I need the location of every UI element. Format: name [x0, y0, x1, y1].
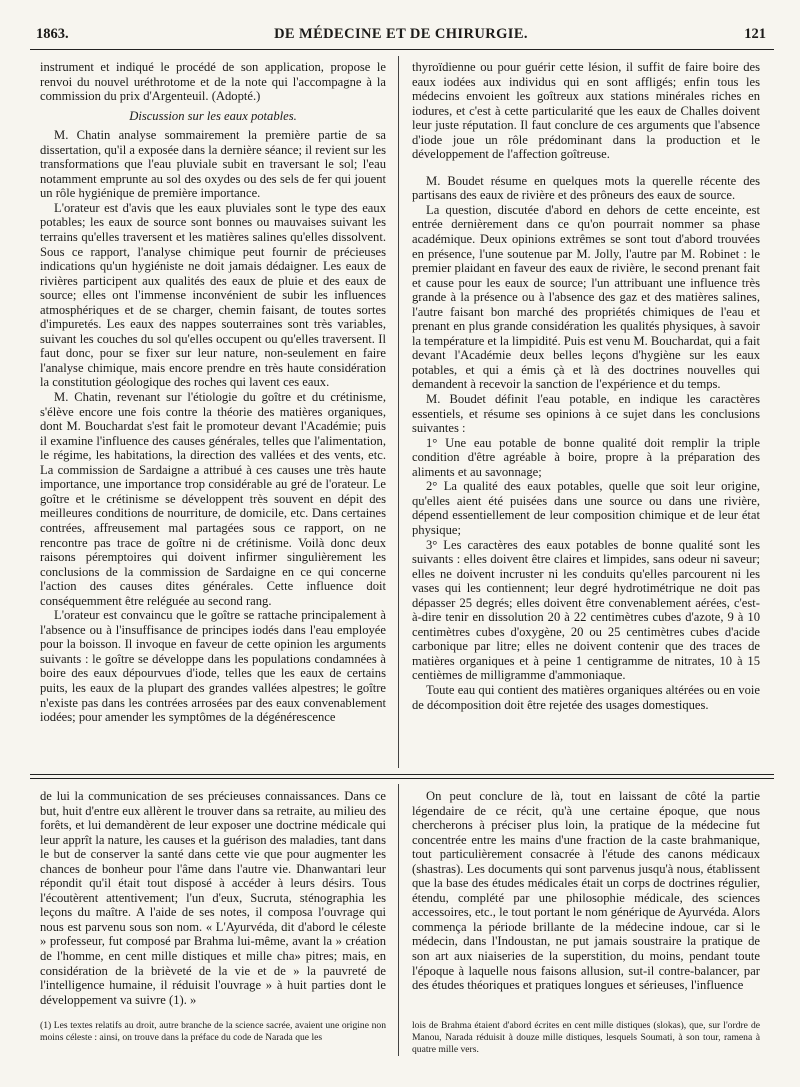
- paragraph: M. Chatin analyse sommairement la première partie de sa dissertation, qu'il a exposée dans la dernière séance; il revient sur les transformations que l'eau pluviale subit en traversant le sol; l'eau notamment emprunte au sol des oxydes ou des sels de fer qui jouent un rôle hygiénique de première importance.: [40, 128, 386, 201]
- paragraph: L'orateur est d'avis que les eaux pluviales sont le type des eaux potables; les eaux de source sont bonnes ou mauvaises suivant les terrains qu'elles traversent et les matières salines qu'elles dissolvent. Sous ce rapport, l'analyse chimique peut fournir de précieuses indications qu'un hygiéniste ne doit jamais dédaigner. Les eaux de rivières participent aux qualités des eaux de pluie et des eaux de source; elles ont l'immense inconvénient de subir les influences atmosphériques et de se charger, chemin faisant, de toutes sortes d'impuretés. Les eaux des nappes souterraines sont très variables, suivant les couches du sol qu'elles occupent ou qu'elles traversent. Il faut donc, pour se fixer sur leur nature, non-seulement en faire l'analyse chimique, mais encore prendre en très haute considération la constitution géologique des roches qui lavent ces eaux.: [40, 200, 386, 390]
- column-divider-top: [398, 56, 399, 768]
- paragraph: 3° Les caractères des eaux potables de bonne qualité sont les suivants : elles doivent être claires et limpides, sans odeur ni saveur; elles ne doivent incruster ni les conduits qu'elles parcourent ni les vases qui les contiennent; leur degré hydrotimétrique ne doit pas dépasser 25 degrés; elles doivent être convenablement aérées, c'est-à-dire tenir en dissolution 20 à 22 centimètres cubes d'azote, 9 à 10 centimètres cubes d'oxygène, 20 ou 25 centimètres cubes d'acide carbonique par litre; elles ne doivent contenir que des traces de matières organiques et à peine 1 centigramme de nitrates, 10 à 15 centièmes de milligramme d'ammoniaque.: [412, 537, 760, 683]
- footnote-left: (1) Les textes relatifs au droit, autre branche de la science sacrée, avaient une origine non moins céleste : ainsi, on trouve dans la préface du code de Narada que les: [40, 1020, 386, 1043]
- bottom-right-column: [412, 789, 760, 993]
- paragraph: thyroïdienne ou pour guérir cette lésion, il suffit de faire boire des eaux iodées aux individus qui en sont affligés; enfin tous les médecins envoient les goîtreux aux stations minérales riches en iodures, et c'est à cette particularité que les eaux de Challes doivent leur juste réputation. Il faut conclure de ces arguments que l'absence d'iode joue un rôle prédominant dans la production et le développement de l'affection goîtreuse.: [412, 60, 760, 162]
- paragraph: de lui la communication de ses précieuses connaissances. Dans ce but, huit d'entre eux allèrent le trouver dans sa retraite, au milieu des forêts, et lui demandèrent de leur exposer une doctrine médicale qui leur apprît la nature, les causes et la guérison des maladies, tant dans le but de conserver la santé dans cette vie que pour augmenter les chances de bonheur pour l'âme dans l'autre vie. Dhanwantari leur répondit qu'il était tout disposé à accéder à leurs désirs. Tous l'écoutèrent attentivement; l'un d'eux, Sucruta, sténographia les leçons du maître. A l'aide de ses notes, il composa l'ouvrage qui nous est parvenu sous son nom. « L'Ayurvéda, dit d'abord le céleste » professeur, fut composé par Brahma lui-même, avant la » création de l'homme, en cent mille distiques et mille cha» pitres; mais, en considération de la brièveté de la vie et de » la pauvreté de l'intelligence humaine, il réduisit l'ouvrage » à huit parties dont le développement va suivre (1). »: [40, 789, 386, 1007]
- top-left-column: [40, 60, 386, 725]
- paragraph: M. Boudet résume en quelques mots la querelle récente des partisans des eaux de rivière et des prôneurs des eaux de source.: [412, 173, 760, 203]
- bottom-left-column: [40, 789, 386, 1007]
- paragraph: La question, discutée d'abord en dehors de cette enceinte, est entrée dernièrement dans ce qu'on pourrait nommer sa phase académique. Deux opinions extrêmes se sont tout d'abord trouvées en présence, l'une soutenue par M. Jolly, l'autre par M. Robinet : le premier plaidant en faveur des eaux de rivière, le second prenant fait et cause pour les eaux de source; l'un attribuant une influence très grande à la présence ou à l'absence des gaz et des matières salines, l'autre faisant bon marché des propriétés chimiques de l'eau et prenant en plus grande considération les qualités physiques, à savoir la température et la limpidité. Puis est venu M. Bouchardat, qui a fait devant l'Académie deux belles leçons d'hygiène sur les eaux potables, et qui a émis çà et là des doctrines nouvelles qui demandent à recevoir la sanction de l'expérience et du temps.: [412, 202, 760, 392]
- section-rule-upper: [30, 774, 774, 775]
- header-title: DE MÉDECINE ET DE CHIRURGIE.: [274, 26, 528, 42]
- section-rule-lower: [30, 778, 774, 779]
- paragraph: Toute eau qui contient des matières organiques altérées ou en voie de décomposition doit être rejetée des usages domestiques.: [412, 682, 760, 712]
- paragraph: instrument et indiqué le procédé de son application, propose le renvoi du nouvel uréthrotome et de la note qui l'accompagne à la commission du prix d'Argenteuil. (Adopté.): [40, 60, 386, 104]
- paragraph: M. Chatin, revenant sur l'étiologie du goître et du crétinisme, s'élève encore une fois contre la théorie des matières organiques, dont M. Bouchardat s'est fait le promoteur devant l'Académie; puis il examine l'influence des causes générales, telles que l'alimentation, le régime, les habitations, la direction des vallées et des vents, etc. La commission de Sardaigne a attribué à ces causes une très haute importance, une importance trop considérable au gré de l'orateur. Le goître et le crétinisme se développent très souvent en dépit des meilleures conditions de nourriture, de domicile, etc. Dans certaines contrées, affreusement mal partagées sous ce rapport, on ne rencontre pas trace de goître ni de crétinisme. Voilà donc deux raisons péremptoires qui doivent infirmer singulièrement les conclusions de la commission de Sardaigne en ce qui concerne l'action des causes dites générales. Cette influence doit conséquemment être reléguée au second rang.: [40, 390, 386, 608]
- top-right-column: [412, 60, 760, 712]
- paragraph: M. Boudet définit l'eau potable, en indique les caractères essentiels, et résume ses opinions à ce sujet dans les conclusions suivantes :: [412, 392, 760, 436]
- footnote-right: lois de Brahma étaient d'abord écrites en cent mille distiques (slokas), que, sur l'ordre de Manou, Narada réduisit à douze mille distiques, lesquels Soumati, à son tour, ramena à quatre mille vers.: [412, 1020, 760, 1055]
- page-number: 121: [744, 26, 766, 42]
- paragraph: 2° La qualité des eaux potables, quelle que soit leur origine, qu'elles aient été puisées dans une source ou dans une rivière, dépend essentiellement de leur composition chimique et de leur état physique;: [412, 479, 760, 537]
- paragraph: 1° Une eau potable de bonne qualité doit remplir la triple condition d'être agréable à boire, propre à la préparation des aliments et au savonnage;: [412, 435, 760, 479]
- header-year: 1863.: [36, 26, 69, 42]
- column-divider-bottom: [398, 784, 399, 1056]
- paragraph: On peut conclure de là, tout en laissant de côté la partie légendaire de ce récit, qu'à une certaine époque, que nous chercherons à préciser plus loin, la pratique de la médecine fut concentrée entre les mains d'une fraction de la caste brahmanique, tout particulièrement consacrée à l'étude des canons médicaux (shastras). Les documents qui sont parvenus jusqu'à nous, établissent que la base des études médicales était un corps de doctrines régulier, étendu, complété par une philosophie médicale, des sciences accessoires, etc., le tout portant le nom générique de Ayurvéda. Alors commença la période brillante de la médecine indoue, car si le médecin, dans l'Indoustan, ne put jamais soustraire la pratique de son art aux niaiseries de la superstition, du moins, pendant toute l'époque à laquelle nous faisons allusion, sut-il contre-balancer, par des études théoriques et pratiques longues et sérieuses, l'influence: [412, 789, 760, 993]
- running-header: [36, 22, 766, 48]
- paragraph: L'orateur est convaincu que le goître se rattache principalement à l'absence ou à l'insuffisance de principes iodés dans l'eau employée pour la boisson. Il invoque en faveur de cette opinion les arguments suivants : le goître se développe dans les populations condamnées à boire des eaux dépourvues d'iode, telles que les eaux de certains puits, les eaux de la plupart des grandes vallées alpestres; le goître n'existe pas dans les contrées arrosées par des eaux convenablement iodées; pour amender les symptômes de la dégénérescence: [40, 608, 386, 725]
- section-heading: Discussion sur les eaux potables.: [129, 108, 297, 123]
- header-rule: [30, 49, 774, 50]
